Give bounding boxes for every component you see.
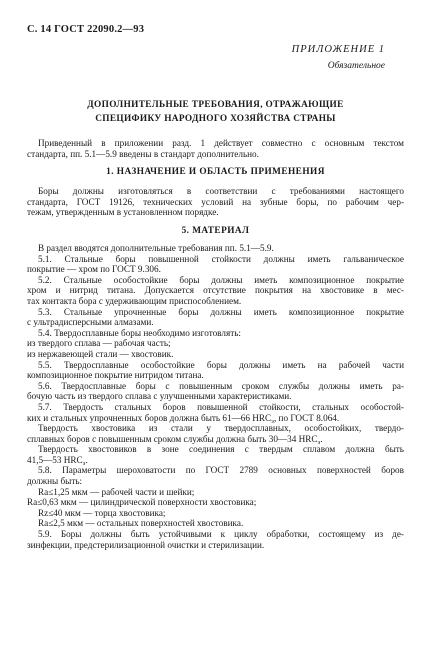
sentence-end: . (85, 454, 88, 465)
section-5-line: 5.3. Стальные упрочненные боры должны иметь композиционное покрытие (38, 306, 404, 317)
section-5-line: покрытие — хром по ГОСТ 9.306. (27, 264, 161, 275)
hrc-subscript: э (271, 417, 274, 424)
section-5-heading: 5. МАТЕРИАЛ (181, 226, 250, 236)
section-5-line: 5.4. Твердосплавные боры необходимо изготовлять: (38, 327, 241, 338)
section-5-line: композиционное покрытие нитридом титана. (27, 370, 204, 381)
document-title-line: ДОПОЛНИТЕЛЬНЫЕ ТРЕБОВАНИЯ, ОТРАЖАЮЩИЕ (87, 100, 344, 110)
page-header: С. 14 ГОСТ 22090.2—93 (27, 24, 145, 35)
hardness-standard-ref: , по ГОСТ 8.064. (273, 412, 340, 423)
section-5-line: 5.7. Твердость стальных боров повышенной стойкости, стальных особостой- (38, 401, 404, 412)
hardness-text: 41,5—53 HRC (27, 454, 83, 465)
intro-line: Приведенный в приложении разд. 1 действует совместно с основным текстом (38, 138, 404, 148)
hardness-text: сплавных боров с повышенным сроком службы должна быть 30—34 HRC (27, 433, 318, 444)
section-5-line: зинфекции, предстерилизационной очистки и стерилизации. (27, 539, 265, 550)
section-5-line: 5.8. Параметры шероховатости по ГОСТ 2789 основных поверхностей боров (38, 465, 404, 476)
section-5-line: тах контакта бора с удерживающим приспособлением. (27, 295, 242, 306)
roughness-item: Rz≤40 мкм — торца хвостовика; (38, 507, 166, 518)
roughness-item: Ra≤1,25 мкм — рабочей части и шейки; (38, 486, 195, 497)
section-5-line: из твердого сплава — рабочая часть; (27, 338, 171, 349)
section-5-line (27, 413, 404, 424)
appendix-title: ПРИЛОЖЕНИЕ 1 (291, 44, 385, 55)
document-title-line: СПЕЦИФИКУ НАРОДНОГО ХОЗЯЙСТВА СТРАНЫ (95, 114, 336, 124)
intro-paragraph (27, 138, 404, 159)
hrc-subscript: э (82, 459, 86, 466)
section-5-line: из нержавеющей стали — хвостовик. (27, 348, 174, 359)
section-5-line: Твердость хвостовиков в зоне соединения с твердым сплавом должна быть (38, 444, 404, 455)
section-5-line (27, 455, 404, 466)
section-5-line: хром и нитрид титана. Допускается отсутствие покрытия на хвостовике в мес- (27, 285, 404, 296)
hardness-text: ких и стальных упрочненных боров должна быть 61—66 HRC (27, 412, 272, 423)
appendix-status: Обязательное (327, 61, 385, 71)
intro-line: стандарта, пп. 5.1—5.9 введены в стандарт дополнительно. (27, 148, 259, 159)
section-5-line: должны быть: (27, 476, 83, 487)
roughness-item: Ra≤0,63 мкм — цилиндрической поверхности хвостовика; (27, 497, 257, 508)
section-5-line: Твердость хвостовика из стали у твердосплавных, особостойких, твердо- (38, 423, 404, 434)
section-1-body (27, 186, 404, 218)
section-5-body (27, 243, 404, 550)
section-5-line: 5.1. Стальные боры повышенной стойкости должны иметь гальваническое (38, 253, 404, 264)
sentence-end: . (320, 433, 323, 444)
section-5-line: 5.9. Боры должны быть устойчивыми к циклу обработки, состоящему из де- (38, 529, 404, 540)
section-5-line: 5.5. Твердосплавные особостойкие боры должны иметь на рабочей части (38, 359, 404, 370)
section-5-line: В раздел вводятся дополнительные требования пп. 5.1—5.9. (38, 243, 274, 253)
section-5-line (27, 434, 404, 445)
roughness-item: Ra≤2,5 мкм — остальных поверхностей хвостовика. (38, 518, 244, 529)
section-5-line: 5.2. Стальные особостойкие боры должны иметь композиционное покрытие (38, 274, 404, 285)
section-1-line: Боры должны изготовляться в соответствии с требованиями настоящего (38, 186, 404, 196)
section-5-line: бочую часть из твердого сплава с улучшенными характеристиками. (27, 391, 292, 402)
document-title (0, 98, 431, 126)
section-1-line: стандарта, ГОСТ 19126, технических условий на зубные боры, по рабочим чер- (27, 196, 404, 207)
hrc-subscript: э (317, 438, 321, 445)
section-5-line: с ультрадисперсными алмазами. (27, 317, 154, 328)
section-1-line: тежам, утвержденным в установленном порядке. (27, 207, 219, 218)
section-1-heading: 1. НАЗНАЧЕНИЕ И ОБЛАСТЬ ПРИМЕНЕНИЯ (106, 167, 325, 177)
section-5-line: 5.6. Твердосплавные боры с повышенным сроком службы должны иметь ра- (38, 380, 404, 391)
